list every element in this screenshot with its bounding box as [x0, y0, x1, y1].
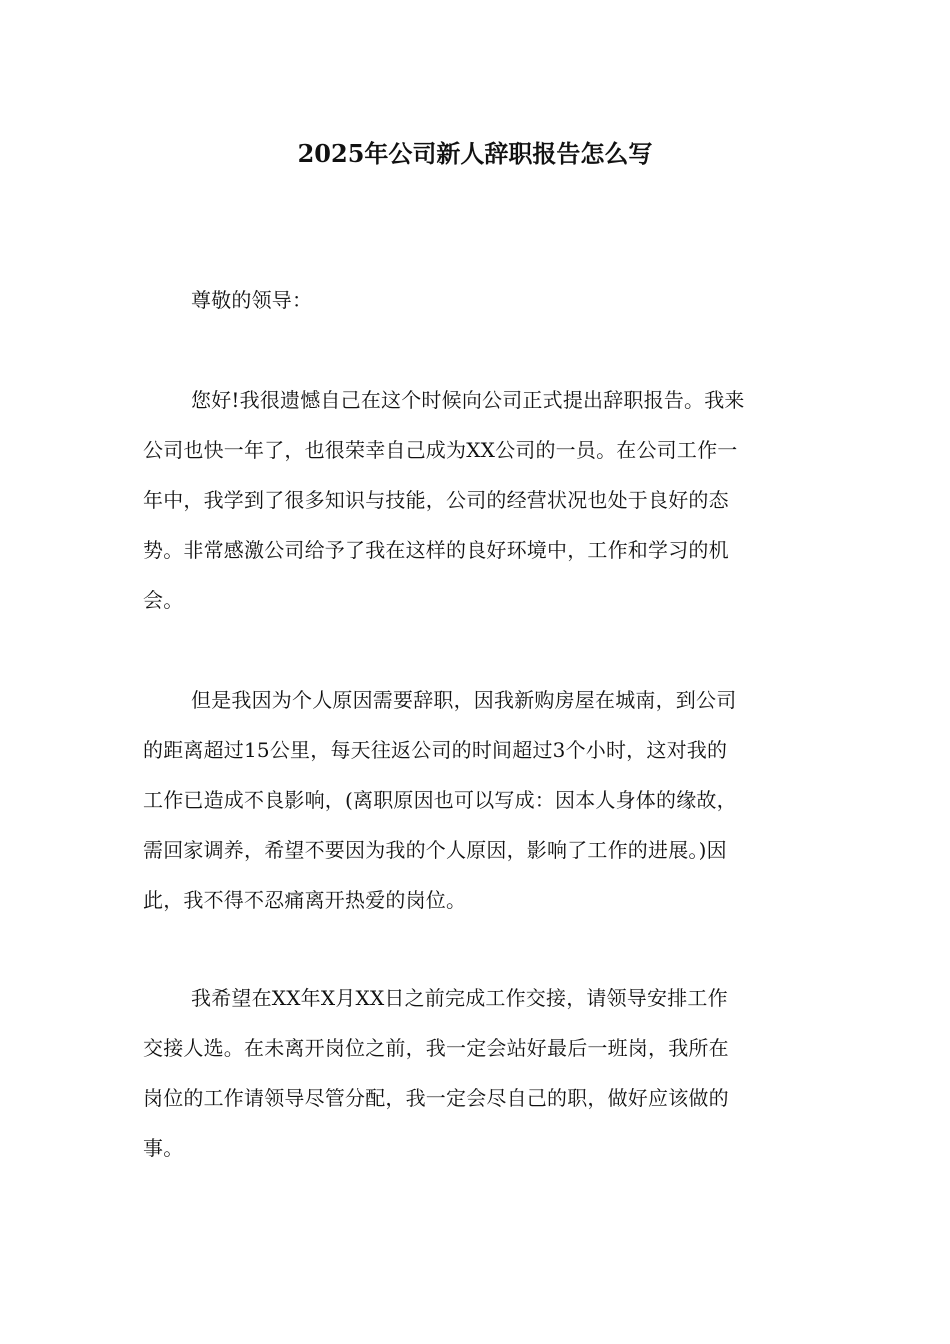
paragraph-2-line-1: 但是我因为个人原因需要辞职，因我新购房屋在城南，到公司 [191, 688, 737, 712]
paragraph-1-line-1: 您好!我很遗憾自己在这个时候向公司正式提出辞职报告。我来 [191, 388, 745, 412]
paragraph-3-line-4: 事。 [143, 1136, 184, 1160]
paragraph-2-line-2: 的距离超过15公里，每天往返公司的时间超过3个小时，这对我的 [143, 738, 728, 762]
paragraph-1-line-2: 公司也快一年了，也很荣幸自己成为XX公司的一员。在公司工作一 [143, 438, 738, 462]
paragraph-2-line-4: 需回家调养，希望不要因为我的个人原因，影响了工作的进展。)因 [143, 838, 727, 862]
paragraph-1-line-5: 会。 [143, 588, 184, 612]
paragraph-3-line-2: 交接人选。在未离开岗位之前，我一定会站好最后一班岗，我所在 [143, 1036, 729, 1060]
paragraph-3-line-3: 岗位的工作请领导尽管分配，我一定会尽自己的职，做好应该做的 [143, 1086, 729, 1110]
paragraph-1-line-3: 年中，我学到了很多知识与技能，公司的经营状况也处于良好的态 [143, 488, 729, 512]
salutation: 尊敬的领导： [191, 288, 313, 312]
paragraph-2-line-5: 此，我不得不忍痛离开热爱的岗位。 [143, 888, 467, 912]
paragraph-2-line-3: 工作已造成不良影响，(离职原因也可以写成：因本人身体的缘故， [143, 788, 737, 812]
paragraph-1-line-4: 势。非常感激公司给予了我在这样的良好环境中，工作和学习的机 [143, 538, 729, 562]
document-title: 2025年公司新人辞职报告怎么写 [297, 139, 653, 168]
paragraph-3-line-1: 我希望在XX年X月XX日之前完成工作交接，请领导安排工作 [191, 986, 728, 1010]
